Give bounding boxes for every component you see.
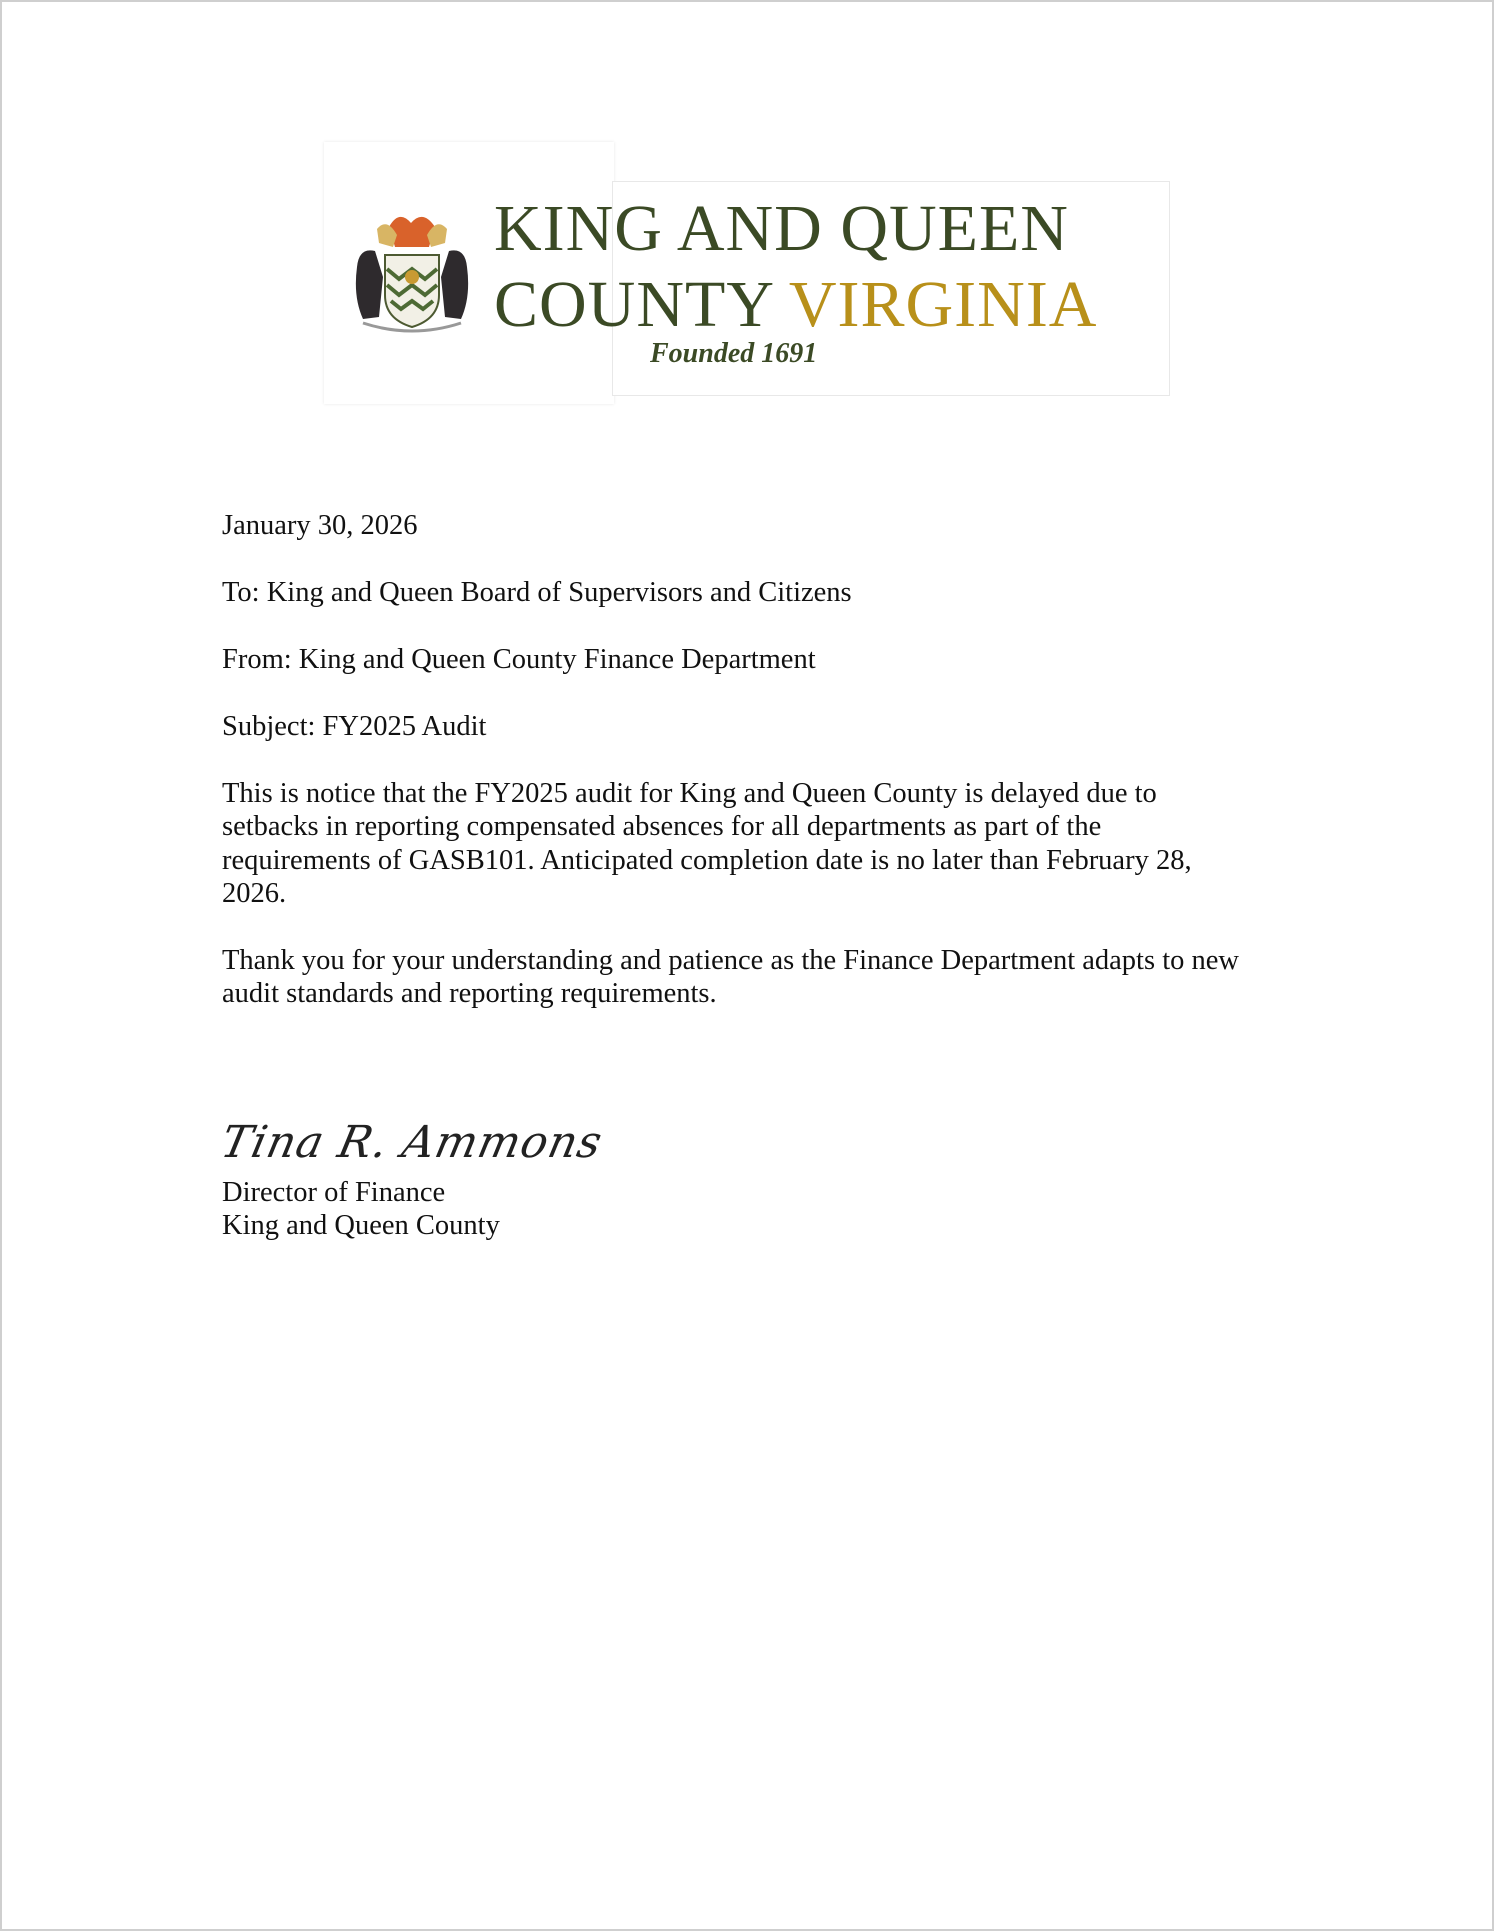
body-line: This is notice that the FY2025 audit for King and Queen County is delayed due to (222, 778, 1157, 809)
body-line: requirements of GASB101. Anticipated completion date is no later than February 28, (222, 845, 1192, 876)
signer-org: King and Queen County (222, 1210, 500, 1241)
signature: Tina R. Ammons (216, 1117, 608, 1168)
logo-virginia: VIRGINIA (788, 268, 1098, 341)
closing-line: audit standards and reporting requirements. (222, 978, 717, 1009)
coat-of-arms-icon (349, 207, 475, 341)
letter-date: January 30, 2026 (222, 510, 418, 541)
body-line: 2026. (222, 878, 287, 909)
logo-title-line2 (494, 268, 1098, 341)
letter-to: To: King and Queen Board of Supervisors and Citizens (222, 577, 852, 608)
body-line: setbacks in reporting compensated absences for all departments as part of the (222, 811, 1102, 842)
letter-from: From: King and Queen County Finance Department (222, 644, 816, 675)
logo-county: COUNTY (494, 268, 773, 341)
closing-line: Thank you for your understanding and patience as the Finance Department adapts to new (222, 945, 1239, 976)
logo-founded: Founded 1691 (650, 338, 818, 369)
signer-title: Director of Finance (222, 1177, 446, 1208)
letter-subject: Subject: FY2025 Audit (222, 711, 487, 742)
logo-title-line1: KING AND QUEEN (494, 192, 1069, 265)
